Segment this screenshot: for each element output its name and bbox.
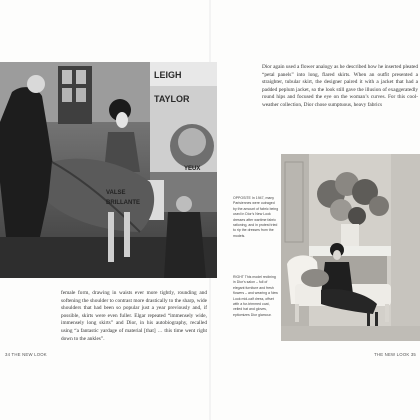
poster-text-valse: VALSE: [106, 190, 126, 196]
left-body-text: female form, drawing in waists ever more tightly, rounding and softening the shoulder to contrast more drastically to the sharp, wide shoulders that had been so popular just a year previously and, if possible, skirts were even fuller. Elgar repeated “immensely wide, immensely long skirts” and Dior, in his autobiography, recalled using “a fantastic yardage of material [that] … this time went right down to the ankles”.: [61, 290, 207, 342]
dior-salon-photo: [281, 154, 420, 341]
dior-salon-illustration: [281, 154, 420, 341]
poster-text-taylor: TAYLOR: [154, 94, 190, 104]
poster-text-leigh: LEIGH: [154, 70, 182, 80]
poster-text-yeux: YEUX: [184, 166, 201, 172]
street-protest-photo: [0, 62, 217, 278]
caption-right: RIGHT This model reclining in Dior’s salon – full of elegant furniture and fresh flowers – and wearing a New Look mid-calf dress, offset with a fur-trimmed coat, veiled hat and gloves, epitomizes Dior glamour.: [233, 275, 278, 317]
caption-opposite: OPPOSITE In 1947, many Parisiennes were outraged by the amount of fabric being used in Dior’s New Look dresses after wartime fabric rationing, and in protest tried to rip the dresses from the models.: [233, 196, 279, 238]
left-page-folio: 34 THE NEW LOOK: [5, 352, 47, 357]
poster-text-brillante: BRILLANTE: [106, 200, 140, 206]
right-body-text: Dior again used a flower analogy as he described how he inserted pleated “petal panels” into long, flared skirts. When an outfit presented a straighter, tubular skirt, the designer paired it with a jacket that had a padded peplum jacket, so the look still gave the illusion of exaggeratedly round hips and focused the eye on the woman’s curves. For this cool-weather collection, Dior chose sumptuous, heavy fabrics: [262, 64, 418, 108]
street-protest-illustration: [0, 62, 217, 278]
right-page-folio: THE NEW LOOK 35: [374, 352, 416, 357]
